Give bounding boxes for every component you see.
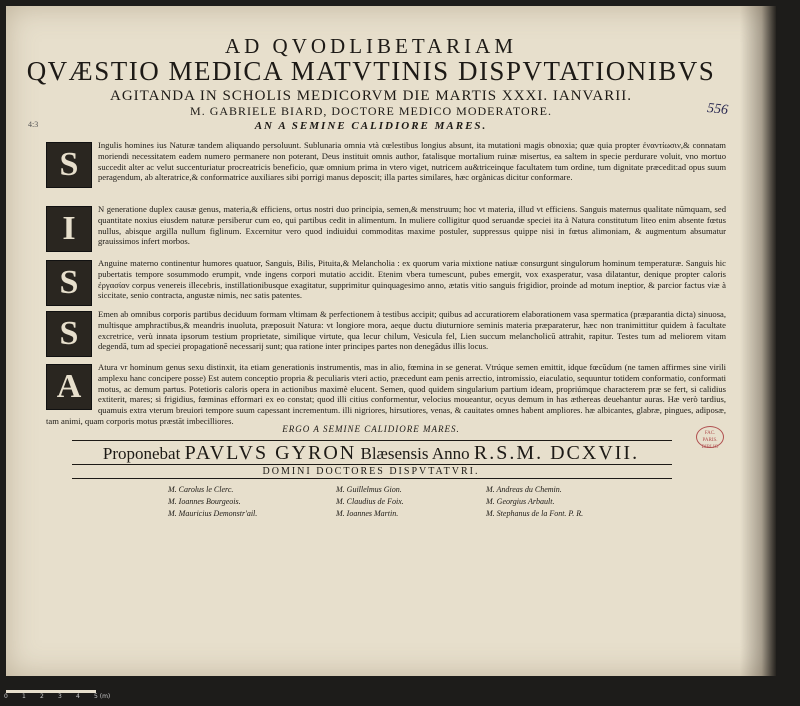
doctors-column-2 xyxy=(336,484,404,520)
divider-rule xyxy=(72,478,672,479)
proponent-line xyxy=(6,442,736,465)
scale-bar xyxy=(6,690,96,693)
doctor-name: M. Andreas du Chemin. xyxy=(486,485,562,494)
scale-label: 1 xyxy=(22,693,26,700)
paragraph-text: Ingulis homines ius Naturæ tandem aliquando persoluunt. Sublunaria omnia vtà cœlestibus longius absunt, ita mutationi magis obnoxia; quæ quia propter ἐναντίωσιν,& connatam moriendi necessitatem eadem numero permanere non poterant, Deus instituit omnis author, fatalisque mortalium ruinæ misertus, ea saltem in specie perdurare voluit, vno mortuo succedit alter ac velut succenturiatur procreatricis beneficio, quæ omnium prima in vtero viget, nutricem au&triceinque facultatem tum ordine, tum dignitate præcedit:ad opus suum peragendum, ab alteratrice,& conformatrice auxiliares sibi porrigi manus deposcit; illa partes similares, hæc orgànicas dicitur conformare. xyxy=(98,140,726,183)
title-line-2: QVÆSTIO MEDICA MATVTINIS DISPVTATIONIBVS xyxy=(26,56,716,86)
doctors-heading: DOMINI DOCTORES DISPVTATVRI. xyxy=(262,466,480,477)
paragraph-text: Atura vr hominum genus sexu distinxit, ita etiam generationis instrumentis, mas in alio, fœmina in se generat. Vtrúque semen emittit, idque fœcūdum (ne tamen affirmes sine virili amplexu hanc concipere posse) Est autem conceptio propria & peculiaris vteri actio, præcedunt eam penis arrectio, intromissio, eiaculatio, sequuntur totidem conformatio, conformati motus, ac demum partus. Potetioris caloris opera in actionibus maximè elucent. Semen, quod quidem singularium partium ideam, propriúmque characterem præ se fert, si calidius extiterit, mares; si frigidius, fœminas efformari ex eo constat; quod illi citius conformentur, velocius moueantur, ocyus demum in has æthereas deuehantur auras. Hæ verò tardius, quamuis extra vterum breuiori tempore suum capessant incrementum. illi nigriores, hirsutiores, venas, & cauitates omnes habent ampliores. hæ albicantes, glabræ, pingues, adiposæ, tam animi, quam corporis motus præstāt imbecilliores. xyxy=(46,362,726,426)
paragraph-4 xyxy=(46,309,726,357)
doctors-column-3 xyxy=(486,484,583,520)
scale-label: 4 xyxy=(76,693,80,700)
question-title: AN A SEMINE CALIDIORE MARES. xyxy=(254,120,488,132)
paragraph-text: Anguine materno continentur humores quatuor, Sanguis, Bilis, Pituita,& Melancholia : ex quorum varia mixtione natiuæ consurgunt singulorum hominum temperaturæ. Sanguis hic pubertatis tempore sosummodo erumpit, vnde ingens corpori mutatio accidit. Etenim vbera tumescunt, pubes emergit, vox exasperatur, vasa dilatantur, denique propter caloris ἐργασίαν corpus venereis illecebris, instillationibusque exagitatur, supprimitur quinquagesimo anno, ætatis vitio sanguis frigidior, proinde ad motum ineptior, & parcior factus viæ à siccitate, senio contracta, angustæ nimis, nec satis patentes. xyxy=(98,258,726,301)
title-line-3: AGITANDA IN SCHOLIS MEDICORVM DIE MARTIS XXXI. IANVARII. xyxy=(110,88,632,104)
doctors-column-1 xyxy=(168,484,257,520)
paragraph-text: N generatione duplex causæ genus, materia,& efficiens, ortus nostri duo principia, semen,& menstruum; hoc vt materia, illud vt efficiens. Sanguis maternus qualitate nūmquam, sed quantitate noxius eiusdem naturæ persiberur cum eo, qui partibus cedit in alimentum. In muliere colligitur quod seruandæ speciei ita à Natura constitutum liteo enim absente fœtus nullus, abisque argilla nullum figlinum. Excernitur vero quod indiuidui commoditas maxime postuler, suppressus quippe nisi in fœtus alimoniam, & augmentum absumatur grauissimos infert morbos. xyxy=(98,204,726,247)
doctor-name: M. Mauricius Demonstr'ail. xyxy=(168,509,258,518)
document-page xyxy=(6,6,776,676)
doctor-name: M. Stephanus de la Font. P. R. xyxy=(486,509,584,518)
paragraph-5 xyxy=(46,362,726,427)
handwritten-page-number: 556 xyxy=(706,100,729,119)
proponent-name: PAVLVS GYRON xyxy=(184,442,357,464)
scale-ruler xyxy=(0,688,120,702)
doctor-name: M. Claudius de Foix. xyxy=(336,497,404,506)
book-spine-shadow xyxy=(740,6,776,676)
conclusion-line: ERGO A SEMINE CALIDIORE MARES. xyxy=(282,424,460,434)
divider-rule xyxy=(72,440,672,441)
scale-label: 3 xyxy=(58,693,62,700)
proponent-prefix: Proponebat xyxy=(102,444,181,463)
proponent-origin: Blæsensis xyxy=(360,444,429,463)
doctor-name: M. Ioannes Martin. xyxy=(336,509,399,518)
doctor-name: M. Carolus le Clerc. xyxy=(168,485,234,494)
doctor-name: M. Ioannes Bourgeois. xyxy=(168,497,241,506)
title-line-1: AD QVODLIBETARIAM xyxy=(224,34,518,58)
scale-label: 2 xyxy=(40,693,44,700)
drop-cap-initial: I xyxy=(46,206,92,252)
paragraph-2 xyxy=(46,204,726,252)
drop-cap-initial: A xyxy=(46,364,92,410)
divider-rule xyxy=(72,464,672,465)
doctor-name: M. Guillelmus Gion. xyxy=(336,485,402,494)
year-label: Anno xyxy=(431,444,470,463)
scale-label: 0 xyxy=(4,693,8,700)
paragraph-1 xyxy=(46,140,726,188)
year-value: R.S.M. DCXVII. xyxy=(473,442,640,464)
drop-cap-initial: S xyxy=(46,260,92,306)
library-stamp: FAC. PARIS. BIBLIO xyxy=(696,426,724,448)
paragraph-text: Emen ab omnibus corporis partibus deciduum formam vltimam & perfectionem à testibus accipit; quibus ad accuratiorem elaborationem vasa spermatica (præparantia dicta) sinuosa, multisque amphractibus,& meandris inuoluta, præposuit Natura: vt longiore mora, aeque ductu diuturniore seminis materia præparaterur, hæc non tranimittitur quidem à facultate excretrice, verù innata ipsorum testium proprietate, similique virtute, qua lecur chilum, Vesicula fel, Lien succum melancholicū attrahit, rapitur. Testes tum ad meliorem vitam degendā, tum ad speciei propagationē necessarij sunt; qua ratione inter principes partes non denegādus illis locus. xyxy=(98,309,726,352)
drop-cap-initial: S xyxy=(46,311,92,357)
left-margin-mark: 4:3 xyxy=(28,120,39,129)
paragraph-3 xyxy=(46,258,726,306)
drop-cap-initial: S xyxy=(46,142,92,188)
doctor-name: M. Georgius Arbault. xyxy=(486,497,555,506)
scale-label: 5 (m) xyxy=(94,693,111,700)
moderator-line: M. GABRIELE BIARD, DOCTORE MEDICO MODERATORE. xyxy=(190,104,552,118)
